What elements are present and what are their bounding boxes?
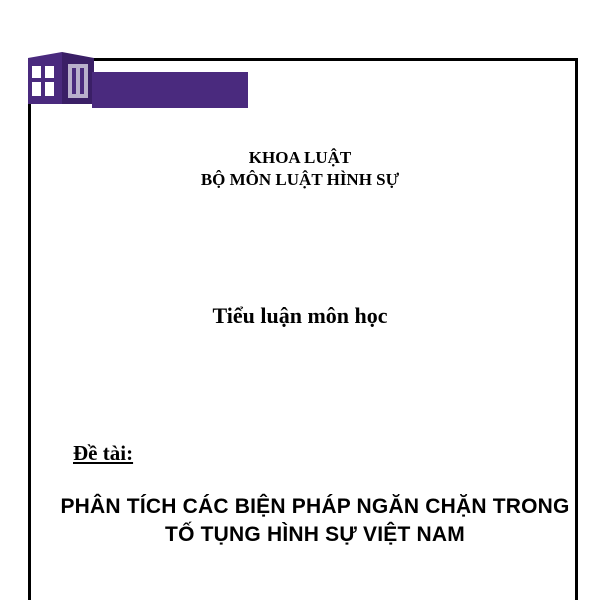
book-logo-icon bbox=[24, 50, 100, 106]
topic-title-line: TỐ TỤNG HÌNH SỰ VIỆT NAM bbox=[165, 523, 465, 546]
watermark-logo bbox=[24, 50, 234, 106]
logo-banner bbox=[92, 72, 248, 108]
department-heading: BỘ MÔN LUẬT HÌNH SỰ bbox=[200, 170, 400, 189]
topic-label: Đề tài: bbox=[73, 441, 134, 465]
logo-site-name: Vietbaocaothue24h bbox=[78, 25, 188, 39]
essay-type-title: Tiểu luận môn học bbox=[212, 303, 388, 328]
faculty-heading: KHOA LUẬT bbox=[248, 148, 352, 167]
logo-tagline: CHẤT LƯỢNG - UY TÍN - BẢO MẬT bbox=[84, 44, 198, 51]
topic-title-line: PHÂN TÍCH CÁC BIỆN PHÁP NGĂN CHẶN TRONG bbox=[60, 495, 570, 518]
